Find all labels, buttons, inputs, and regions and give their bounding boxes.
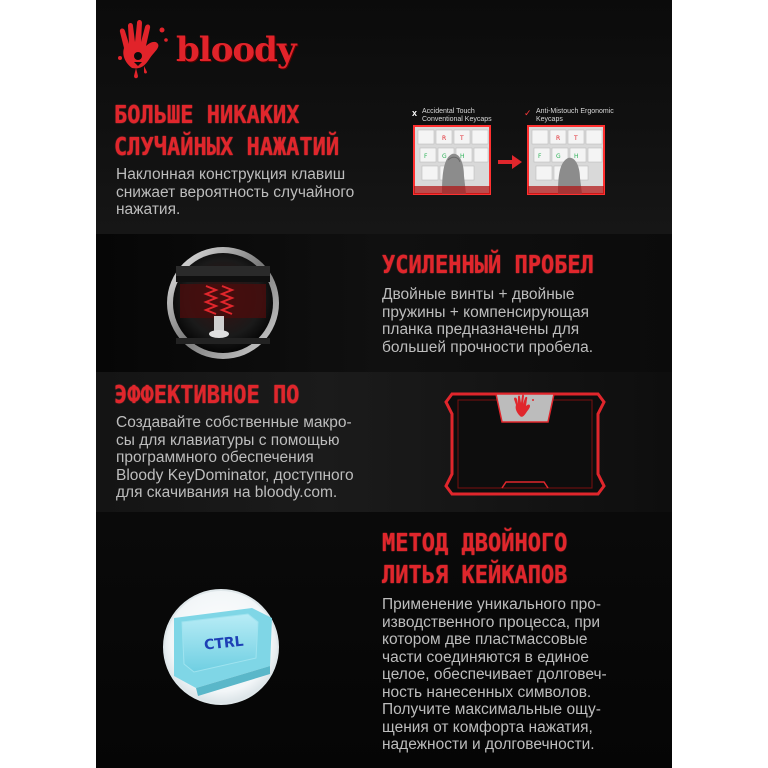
software-device-graphic [440, 388, 610, 500]
heading-no-accidental [114, 100, 339, 164]
body-line: Двойные винты + двойные [382, 286, 575, 303]
heading-double-shot [382, 528, 567, 592]
double-shot-keycap-graphic [160, 588, 282, 706]
body-no-accidental [116, 166, 354, 219]
spacebar-mechanism-image [160, 244, 286, 362]
heading-line: СЛУЧАЙНЫХ НАЖАТИЙ [114, 133, 340, 163]
heading-line: БОЛЬШЕ НИКАКИХ [114, 101, 300, 130]
body-line: большей прочности пробела. [382, 338, 594, 356]
body-line: Создавайте собственные макро- [116, 414, 352, 431]
body-line: Получите максимальные ощу- [382, 701, 601, 718]
left-caption: Accidental Touch Conventional Keycaps [422, 108, 492, 123]
body-double-shot [382, 596, 607, 754]
cross-mark: x [412, 108, 418, 118]
svg-text:G: G [442, 153, 447, 160]
svg-text:T: T [460, 135, 464, 142]
body-line: программного обеспечения [116, 449, 314, 466]
keycap-photos-graphic [412, 124, 652, 206]
body-line: снижает вероятность случайного [116, 183, 355, 201]
body-line: части соединяются в единое [382, 648, 589, 666]
red-outline-device-icon [440, 388, 610, 500]
svg-text:G: G [556, 153, 561, 160]
ctrl-keycap-legend: CTRL [203, 633, 245, 654]
svg-text:F: F [538, 153, 542, 160]
body-line: планка предназначены для [382, 321, 580, 338]
body-reinforced-space [382, 286, 593, 356]
ctrl-keycap-image [160, 588, 282, 706]
body-line: целое, обеспечивает долговеч- [382, 666, 607, 683]
body-line: изводственного процесса, при [382, 613, 601, 631]
body-line: котором две пластмассовые [382, 631, 588, 648]
svg-text:R: R [442, 135, 447, 142]
heading-line: ЭФФЕКТИВНОЕ ПО [114, 381, 300, 410]
right-caption: Anti-Mistouch Ergonomic Keycaps [536, 108, 614, 123]
check-mark: ✓ [524, 108, 532, 118]
heading-line: УСИЛЕННЫЙ ПРОБЕЛ [382, 251, 594, 280]
body-line: для скачивания на bloody.com. [116, 484, 338, 501]
svg-text:F: F [424, 153, 428, 160]
body-line: надежности и долговечности. [382, 736, 595, 753]
body-line: нажатия. [116, 201, 181, 218]
heading-line: МЕТОД ДВОЙНОГО [382, 529, 568, 558]
bloody-hand-icon [114, 18, 174, 80]
product-feature-poster [96, 0, 672, 768]
svg-text:R: R [556, 135, 561, 142]
heading-line: ЛИТЬЯ КЕЙКАПОВ [382, 561, 568, 591]
keycap-comparison-illustration [412, 106, 652, 206]
body-line: Применение уникального про- [382, 596, 602, 613]
heading-reinforced-space [382, 250, 594, 282]
svg-text:H: H [574, 153, 579, 160]
body-line: Наклонная конструкция клавиш [116, 166, 346, 183]
logo-wordmark: bloody [176, 30, 296, 70]
body-software [116, 414, 354, 502]
body-line: Bloody KeyDominator, доступного [116, 466, 354, 484]
body-line: пружины + компенсирующая [382, 303, 589, 321]
reinforced-spacebar-graphic [160, 244, 286, 362]
svg-text:H: H [460, 153, 465, 160]
body-line: сы для клавиатуры с помощью [116, 431, 340, 449]
heading-software [114, 380, 299, 412]
body-line: ность нанесенных символов. [382, 683, 592, 701]
svg-text:T: T [574, 135, 578, 142]
bloody-logo [114, 18, 294, 80]
body-line: щения от комфорта нажатия, [382, 718, 593, 736]
